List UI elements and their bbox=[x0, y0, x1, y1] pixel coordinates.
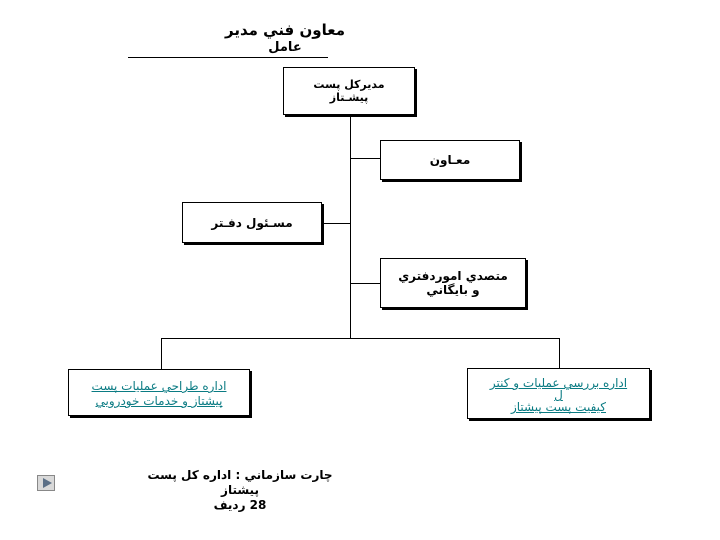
head-node-line2: پيشـتاز bbox=[329, 91, 369, 104]
records-node-line2: و بايگاني bbox=[426, 283, 480, 297]
office-manager-node-label: مسـئول دفـتر bbox=[211, 215, 293, 230]
vice-director-title bbox=[200, 22, 370, 56]
branch-line bbox=[161, 338, 559, 339]
records-connector bbox=[350, 283, 380, 284]
head-node-line1: مديركل پست bbox=[313, 78, 385, 91]
branch-left-drop bbox=[161, 338, 162, 369]
chart-caption-line2: 28 رديف bbox=[213, 498, 267, 512]
deputy-connector bbox=[350, 158, 380, 159]
office-manager-node bbox=[182, 202, 322, 243]
chart-caption-line1: چارت سازماني : اداره كل پست پيشتاز bbox=[147, 468, 333, 497]
review-department-node bbox=[467, 368, 650, 419]
head-node bbox=[283, 67, 415, 115]
deputy-node-label: معـاون bbox=[429, 153, 471, 167]
title-underline bbox=[128, 57, 328, 58]
review-department-link-line1[interactable]: اداره بررسي عمليات و كنتر bbox=[489, 376, 628, 390]
branch-right-drop bbox=[559, 338, 560, 368]
vice-director-title-line1: معاون فني مدير bbox=[225, 21, 345, 39]
records-node bbox=[380, 258, 526, 308]
design-department-link-line2[interactable]: پيشتاز و خدمات خودرويي bbox=[95, 394, 223, 408]
records-node-line1: متصدي اموردفتري bbox=[398, 269, 508, 283]
design-department-node bbox=[68, 369, 250, 416]
vice-director-title-line2: عامل bbox=[268, 40, 302, 55]
deputy-node bbox=[380, 140, 520, 180]
chart-caption bbox=[140, 468, 340, 513]
design-department-link-line1[interactable]: اداره طراحي عمليات پست bbox=[91, 379, 227, 393]
review-department-link-line2[interactable]: ل bbox=[554, 388, 563, 402]
next-slide-button[interactable] bbox=[37, 475, 55, 491]
trunk-line bbox=[350, 115, 351, 338]
review-department-link-line3[interactable]: كيفيت پست پيشتاز bbox=[510, 400, 606, 414]
office-manager-connector bbox=[322, 223, 350, 224]
